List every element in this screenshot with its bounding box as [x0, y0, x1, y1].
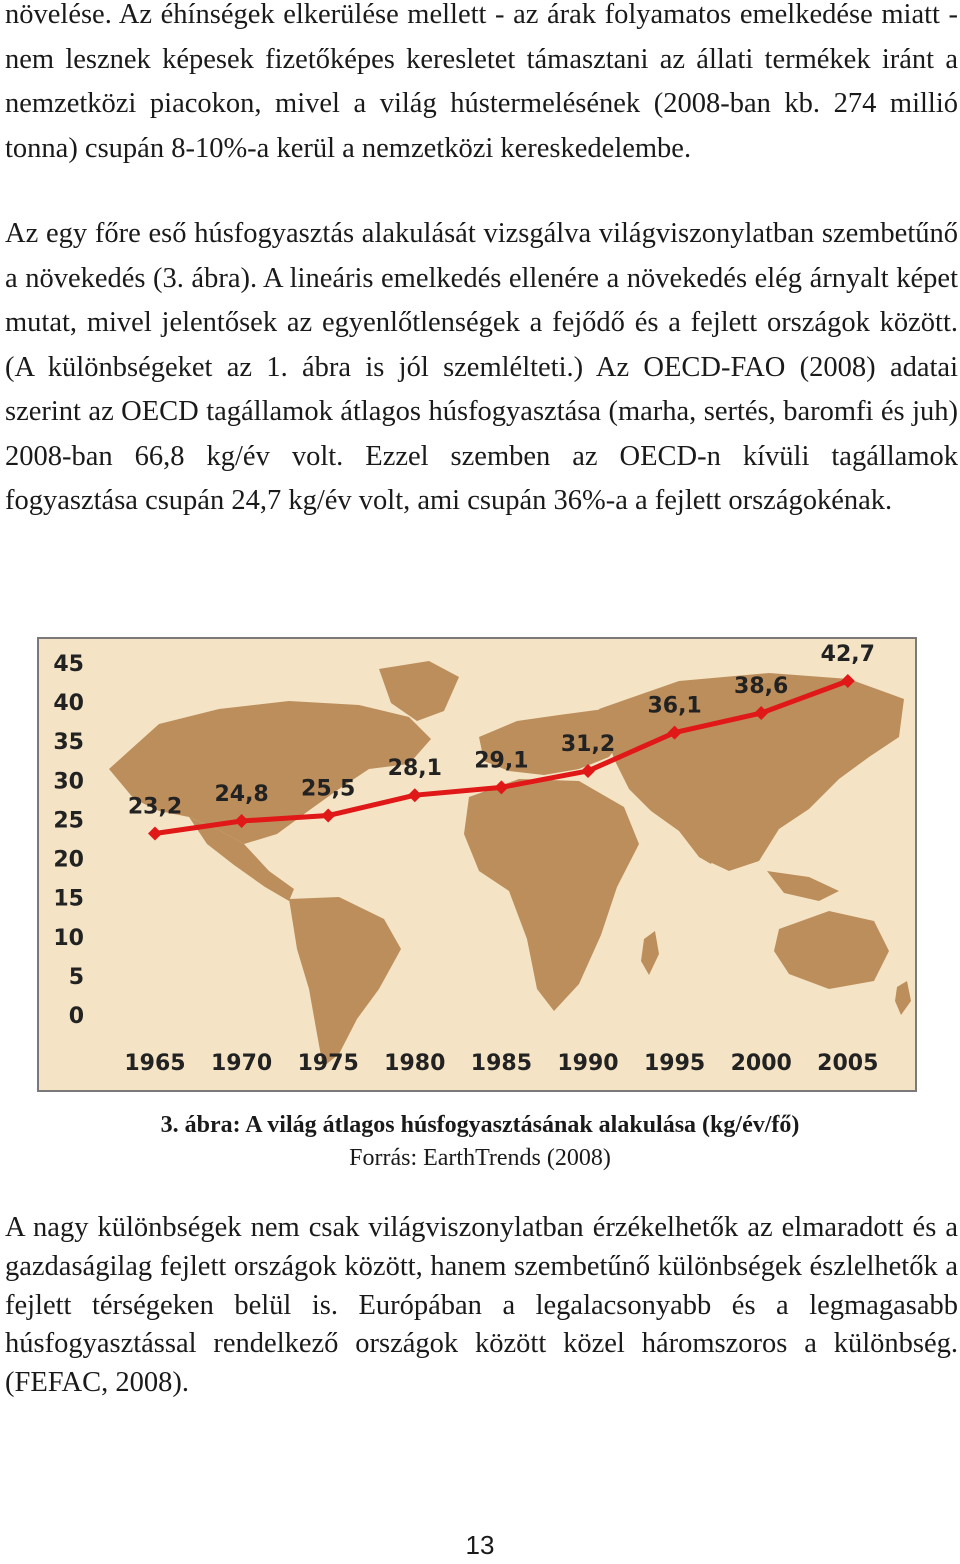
x-tick-label: 2000	[730, 1051, 792, 1076]
x-tick-label: 1970	[210, 1051, 273, 1076]
y-tick-label: 35	[53, 730, 84, 756]
x-tick-label: 2005	[817, 1051, 879, 1076]
y-tick-label: 5	[68, 964, 84, 990]
x-tick-label: 1975	[297, 1051, 359, 1076]
meat-consumption-chart	[37, 637, 917, 1092]
x-tick-label: 1995	[643, 1051, 706, 1076]
y-tick-label: 30	[53, 769, 84, 795]
x-tick-label: 1965	[124, 1051, 186, 1076]
chart-svg	[39, 639, 915, 1090]
data-label: 42,7	[820, 641, 875, 667]
data-label: 25,5	[301, 776, 356, 802]
y-tick-label: 20	[53, 847, 84, 873]
paragraph-consumption: Az egy főre eső húsfogyasztás alakulását vizsgálva világviszonylatban szembetűnő a növekedés (3. ábra). A lineáris emelkedés ellenére a növekedés elég árnyalt képet mutat, mivel jelentősek az egyenlőtlenségek a fejődő és a fejlett országok között. (A különbségeket az 1. ábra is jól szemlélteti.) Az OECD-FAO (2008) adatai szerint az OECD tagállamok átlagos húsfogyasztása (marha, sertés, baromfi és juh) 2008-ban 66,8 kg/év volt. Ezzel szemben az OECD-n kívüli tagállamok fogyasztása csupán 24,7 kg/év volt, ami csupán 36%-a a fejlett országokénak.	[5, 218, 958, 516]
data-point-marker	[148, 827, 162, 841]
y-tick-label: 15	[53, 886, 84, 912]
x-tick-label: 1980	[384, 1051, 446, 1076]
data-label: 28,1	[387, 756, 442, 782]
y-axis-tick-labels	[53, 652, 84, 1029]
data-label: 38,6	[734, 674, 789, 700]
data-point-marker	[408, 788, 422, 802]
figure-caption: 3. ábra: A világ átlagos húsfogyasztásának alakulása (kg/év/fő)	[160, 1112, 800, 1138]
y-tick-label: 10	[53, 925, 84, 951]
y-tick-label: 25	[53, 808, 84, 834]
world-map-background	[109, 661, 911, 1067]
data-label: 36,1	[647, 693, 702, 719]
paragraph-intro: növelése. Az éhínségek elkerülése mellett - az árak folyamatos emelkedése miatt - nem lesznek képesek fizetőképes keresletet támasztani az állati termékek iránt a nemzetközi piacokon, mivel a világ hústermelésének (2008-ban kb. 274 millió tonna) csupán 8-10%-a kerül a nemzetközi kereskedelembe.	[5, 0, 958, 164]
x-axis-tick-labels	[124, 1051, 878, 1076]
figure-source: Forrás: EarthTrends (2008)	[349, 1145, 611, 1171]
paragraph-differences: A nagy különbségek nem csak világviszonylatban érzékelhetők az elmaradott és a gazdaságilag fejlett országok között, hanem szembetűnő különbségek észlelhetők a fejlett térségeken belül is. Európában a legalacsonyabb és a legmagasabb húsfogyasztással rendelkező országok között közel háromszoros a különbség. (FEFAC, 2008).	[5, 1212, 958, 1399]
y-tick-label: 45	[53, 652, 84, 677]
data-point-marker	[321, 809, 335, 823]
data-label: 24,8	[214, 782, 269, 808]
x-tick-label: 1985	[470, 1051, 533, 1076]
data-label: 23,2	[127, 794, 183, 820]
page-number: 13	[465, 1530, 495, 1560]
data-label: 31,2	[560, 731, 616, 757]
y-tick-label: 0	[68, 1004, 84, 1029]
y-tick-label: 40	[53, 691, 84, 717]
x-tick-label: 1990	[557, 1051, 619, 1076]
data-label: 29,1	[474, 748, 529, 774]
